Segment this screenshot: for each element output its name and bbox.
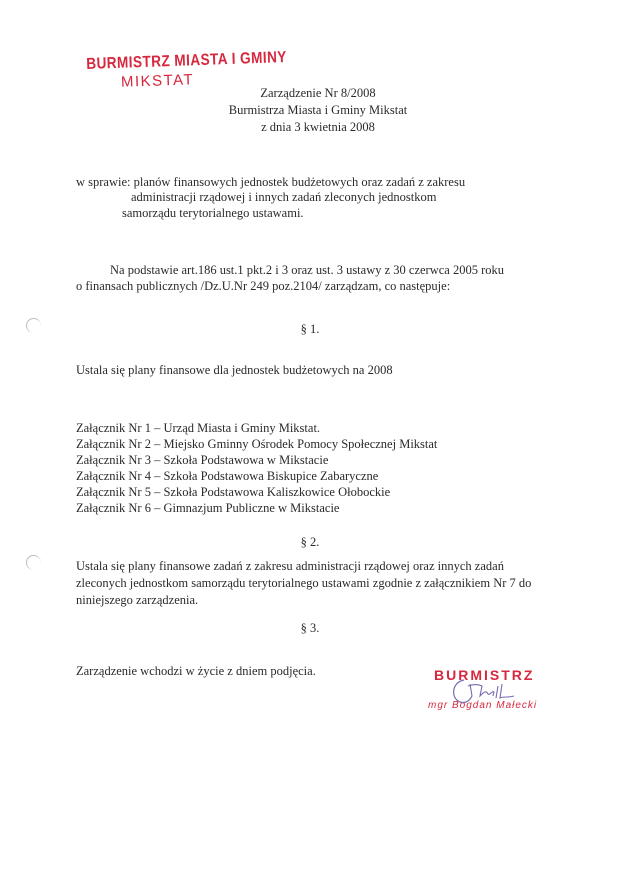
basis-line-2: o finansach publicznych /Dz.U.Nr 249 poz.2104/ zarządzam, co następuje: (76, 279, 451, 293)
list-item: Załącznik Nr 5 – Szkoła Podstawowa Kaliszkowice Ołobockie (76, 485, 391, 499)
document-date: z dnia 3 kwietnia 2008 (261, 120, 375, 134)
section-2-line-1: Ustala się plany finansowe zadań z zakresu administracji rządowej oraz innych zadań (76, 559, 504, 573)
list-item: Załącznik Nr 3 – Szkoła Podstawowa w Mikstacie (76, 453, 329, 467)
list-item: Załącznik Nr 6 – Gimnazjum Publiczne w Mikstacie (76, 501, 340, 515)
punch-hole-mark (26, 555, 41, 570)
document-issuer: Burmistrza Miasta i Gminy Mikstat (228, 103, 408, 117)
section-2-line-3: niniejszego zarządzenia. (76, 593, 199, 607)
section-1-heading: § 1. (300, 322, 320, 336)
section-2-line-2: zleconych jednostkom samorządu terytorialnego ustawami zgodnie z załącznikiem Nr 7 do (76, 576, 532, 590)
document-title: Zarządzenie Nr 8/2008 (260, 86, 376, 100)
section-3-heading: § 3. (300, 621, 320, 635)
section-3-text: Zarządzenie wchodzi w życie z dniem podjęcia. (76, 664, 316, 678)
subject-line-3: samorządu terytorialnego ustawami. (122, 206, 304, 220)
document-header (200, 85, 436, 136)
handwritten-signature (448, 674, 528, 708)
list-item: Załącznik Nr 1 – Urząd Miasta i Gminy Mikstat. (76, 421, 321, 435)
list-item: Załącznik Nr 2 – Miejsko Gminny Ośrodek Pomocy Społecznej Mikstat (76, 437, 438, 451)
section-1-text: Ustala się plany finansowe dla jednostek budżetowych na 2008 (76, 363, 393, 377)
list-item: Załącznik Nr 4 – Szkoła Podstawowa Biskupice Zabaryczne (76, 469, 379, 483)
signatory-name: mgr Bogdan Małecki (428, 700, 538, 711)
subject-line-2: administracji rządowej i innych zadań zleconych jednostkom (131, 190, 437, 204)
attachments-list (76, 420, 437, 516)
punch-hole-mark (26, 318, 41, 333)
section-2-heading: § 2. (300, 535, 320, 549)
subject-line-1: w sprawie: planów finansowych jednostek budżetowych oraz zadań z zakresu (76, 175, 466, 189)
signature-title: BURMISTRZ (434, 667, 535, 683)
stamp-line-1: BURMISTRZ MIASTA I GMINY (86, 48, 288, 73)
basis-line-1: Na podstawie art.186 ust.1 pkt.2 i 3 oraz ust. 3 ustawy z 30 czerwca 2005 roku (110, 263, 505, 277)
stamp-line-2: MIKSTAT (120, 71, 195, 91)
